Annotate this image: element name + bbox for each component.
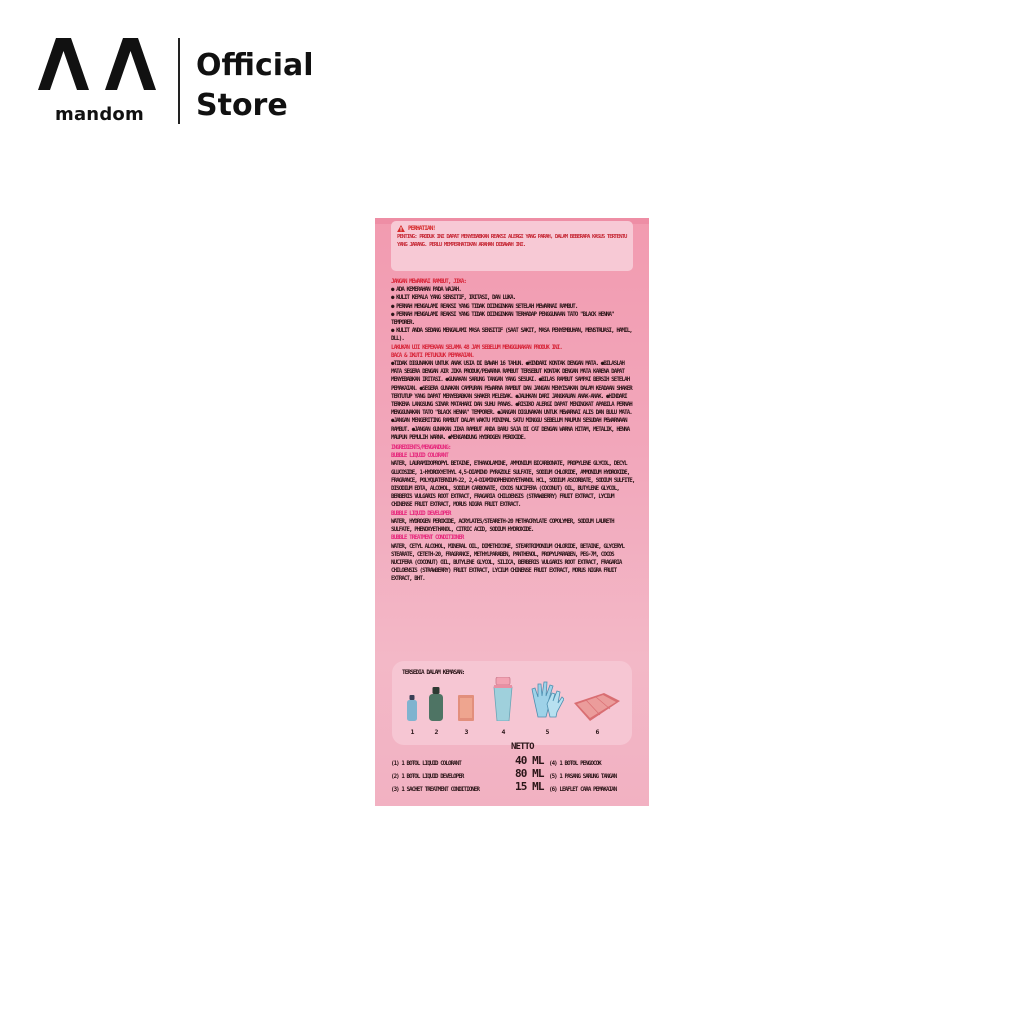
- developer-ingredients: WATER, HYDROGEN PEROXIDE, ACRYLATES/STEARETH-20 METHACRYLATE COPOLYMER, SODIUM LAURETH SULFATE, PHENOXYETHANOL, CITRIC ACID, SODIUM HYDROXIDE.: [391, 518, 614, 534]
- legend-item-1: (1) 1 BOTOL LIQUID COLORANT: [391, 761, 461, 767]
- mandom-logo-icon: [38, 38, 156, 90]
- brand-divider: [178, 38, 180, 124]
- kit-contents-box: [392, 661, 632, 745]
- legend-item-6: (6) LEAFLET CARA PEMAKAIAN: [549, 787, 617, 793]
- legend-item-2: (2) 1 BOTOL LIQUID DEVELOPER: [391, 774, 464, 780]
- kit-legend: [391, 742, 635, 802]
- colorant-bottle-icon: [406, 695, 418, 721]
- dont-color-item: ● KULIT ANDA SEDANG MENGALAMI MASA SENSITIF (SAAT SAKIT, MASA PENYEMBUHAN, MENSTRUASI, HAMIL, DLL).: [391, 328, 632, 343]
- allergy-test-line-2: BACA & IKUTI PETUNJUK PEMAKAIAN.: [391, 352, 474, 359]
- kit-number-3: 3: [464, 728, 468, 736]
- ingredients-heading: INGREDIENTS/MENGANDUNG:: [391, 445, 451, 452]
- dont-color-list: [391, 286, 635, 343]
- conditioner-heading: BUBBLE TREATMENT CONDITIONER: [391, 535, 464, 542]
- product-package-back: [375, 218, 649, 806]
- colorant-heading: BUBBLE LIQUID COLORANT: [391, 453, 448, 460]
- developer-heading: BUBBLE LIQUID DEVELOPER: [391, 510, 451, 517]
- kit-title: TERSEDIA DALAM KEMASAN:: [402, 669, 465, 676]
- warning-title-row: [397, 225, 627, 232]
- warning-title: PERHATIAN!: [408, 225, 436, 232]
- netto-label: NETTO: [511, 742, 534, 752]
- netto-value-3: 15 ML: [515, 780, 544, 793]
- warning-box: [391, 221, 633, 271]
- colorant-ingredients: WATER, LAURAMIDOPROPYL BETAINE, ETHANOLAMINE, AMMONIUM BICARBONATE, PROPYLENE GLYCOL, DECYL GLUCOSIDE, 1-HYDROXYETHYL 4,5-DIAMINO PYRAZOLE SULFATE, SODIUM CHLORIDE, AMMONIUM HYDROXIDE, FRAGRANCE, POLYQUATERNIUM-22, 2,4-DIAMINOPHENOXYETHANOL HCL, SODIUM ASCORBATE, SODIUM SULFITE, DISODIUM EDTA, ALCOHOL, SODIUM CARBONATE, COCOS NUCIFERA (COCONUT) OIL, BUTYLENE GLYCOL, BERBERIS VULGARIS ROOT EXTRACT, FRAGARIA CHILOENSIS (STRAWBERRY) FRUIT EXTRACT, LYCIUM CHINENSE FRUIT EXTRACT, MORUS NIGRA FRUIT EXTRACT.: [391, 461, 635, 509]
- dont-color-heading: JANGAN MEWARNAI RAMBUT, JIKA:: [391, 279, 467, 285]
- netto-value-2: 80 ML: [515, 767, 544, 780]
- kit-number-5: 5: [545, 728, 549, 736]
- official-store-label: [196, 46, 314, 126]
- precautions-text: ●TIDAK DIGUNAKAN UNTUK ANAK USIA DI BAWAH 16 TAHUN. ●HINDARI KONTAK DENGAN MATA. ●BILASLAH MATA SEGERA DENGAN AIR JIKA PRODUK/PEWARNA RAMBUT TERSEBUT KONTAK DENGAN MATA KARENA DAPAT MENYEBABKAN IRITASI. ●GUNAKAN SARUNG TANGAN YANG SESUAI. ●BILAS RAMBUT SAMPAI BERSIH SETELAH PEMAKAIAN. ●SEGERA GUNAKAN CAMPURAN PEWARNA RAMBUT DAN JANGAN MENYISAKAN DALAM KEADAAN SHAKER TERTUTUP YANG DAPAT MENYEBABKAN SHAKER MELEDAK. ●JAUHKAN DARI JANGKAUAN ANAK-ANAK. ●HINDARI TERKENA LANGSUNG SINAR MATAHARI DAN SUHU PANAS. ●RISIKO ALERGI DAPAT MENINGKAT APABILA PERNAH MENGGUNAKAN TATO "BLACK HENNA" TEMPORER. ●JANGAN DIGUNAKAN UNTUK MEWARNAI ALIS DAN BULU MATA. ●JANGAN MENGERITING RAMBUT DALAM WAKTU MINIMAL SATU MINGGU SEBELUM MAUPUN SESUDAH PEWARNAAN RAMBUT. ●JANGAN GUNAKAN JIKA RAMBUT ANDA BARU SAJA DI CAT DENGAN WARNA HITAM, METALIK, HENNA MAUPUN PEMULIH WARNA. ●MENGANDUNG HYDROGEN PEROXIDE.: [391, 361, 632, 441]
- dont-color-item: ● ADA KEMERAHAN PADA WAJAH.: [391, 287, 461, 294]
- conditioner-ingredients: WATER, CETYL ALCOHOL, MINERAL OIL, DIMETHICONE, STEARTRIMONIUM CHLORIDE, BETAINE, GLYCERYL STEARATE, CETETH-20, FRAGRANCE, METHYLPARABEN, PANTHENOL, PROPYLPARABEN, PEG-7M, COCOS NUCIFERA (COCONUT) OIL, BUTYLENE GLYCOL, SILICA, BERBERIS VULGARIS ROOT EXTRACT, FRAGARIA CHILOENSIS (STRAWBERRY) FRUIT EXTRACT, LYCIUM CHINENSE FRUIT EXTRACT, MORUS NIGRA FRUIT EXTRACT, BHT.: [391, 543, 625, 583]
- kit-number-2: 2: [434, 728, 438, 736]
- official-line-2: Store: [196, 88, 288, 123]
- brand-name: mandom: [55, 104, 144, 125]
- legend-item-3: (3) 1 SACHET TREATMENT CONDITIONER: [391, 787, 480, 793]
- leaflet-icon: [574, 693, 620, 721]
- developer-bottle-icon: [428, 687, 444, 721]
- shaker-bottle-icon: [492, 677, 514, 721]
- kit-number-6: 6: [595, 728, 599, 736]
- dont-color-item: ● PERNAH MENGALAMI REAKSI YANG TIDAK DIINGINKAN TERHADAP PENGGUNAAN TATO "BLACK HENNA" TEMPORER.: [391, 311, 614, 327]
- dont-color-item: ● KULIT KEPALA YANG SENSITIF, IRITASI, DAN LUKA.: [391, 295, 516, 302]
- kit-number-1: 1: [410, 728, 414, 736]
- gloves-icon: [530, 679, 564, 719]
- official-line-1: Official: [196, 48, 314, 83]
- netto-value-1: 40 ML: [515, 754, 544, 767]
- dont-color-item: ● PERNAH MENGALAMI REAKSI YANG TIDAK DIINGINKAN SETELAH MEWARNAI RAMBUT.: [391, 303, 578, 310]
- warning-text: PENTING: PRODUK INI DAPAT MENYEBABKAN REAKSI ALERGI YANG PARAH, DALAM BEBERAPA KASUS TERTENTU YANG JARANG. PERLU MEMPERHATIKAN ARAHAN DIBAWAH INI.: [397, 234, 627, 249]
- package-text-content: [391, 278, 635, 584]
- kit-number-4: 4: [501, 728, 505, 736]
- warning-triangle-icon: [397, 225, 405, 232]
- conditioner-sachet-icon: [458, 695, 474, 721]
- legend-item-5: (5) 1 PASANG SARUNG TANGAN: [549, 774, 617, 780]
- allergy-test-line-1: LAKUKAN UJI KEPEKAAN SELAMA 48 JAM SEBELUM MENGGUNAKAN PRODUK INI.: [391, 344, 562, 351]
- legend-item-4: (4) 1 BOTOL PENGOCOK: [549, 761, 601, 767]
